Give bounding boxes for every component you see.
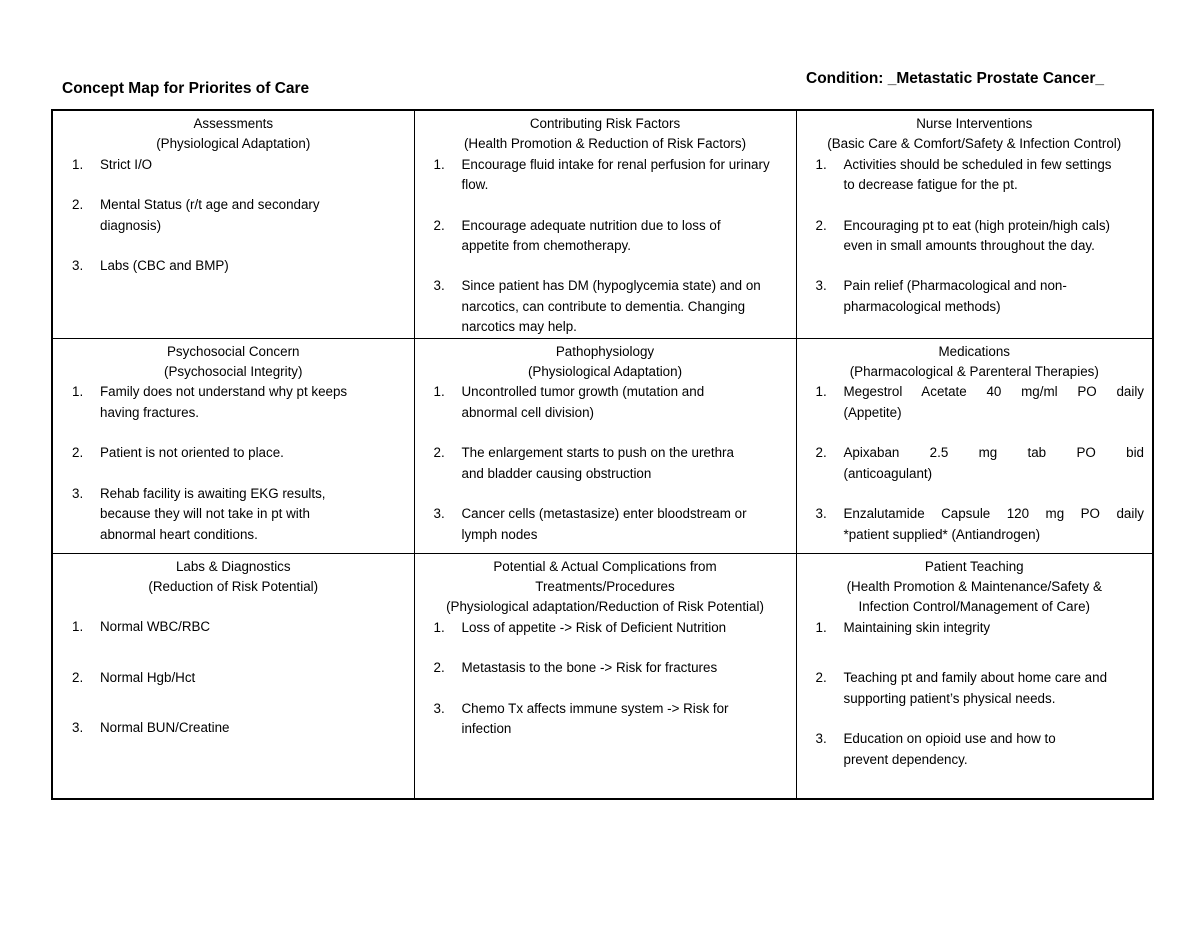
item-number: 3.: [72, 485, 84, 501]
cell-title: Patient Teaching: [924, 558, 1024, 574]
item-number: 1.: [815, 156, 827, 172]
cell-title: Assessments: [193, 116, 274, 131]
list-item: [61, 155, 406, 175]
item-list: [805, 618, 1145, 770]
item-text: Pain relief (Pharmacological and non-pharmacological methods): [843, 278, 1067, 314]
cell-title: Nurse Interventions: [916, 116, 1033, 131]
item-number: 2.: [815, 217, 827, 233]
labs-cell: [52, 553, 414, 799]
cell-subtitle: (Physiological Adaptation): [527, 364, 683, 380]
item-text: Loss of appetite -> Risk of Deficient Nutrition: [461, 619, 727, 635]
cell-title: Medications: [938, 343, 1010, 359]
list-item: [61, 256, 406, 276]
item-number: 2.: [72, 197, 84, 213]
cell-subtitle-continued: Infection Control/Management of Care): [858, 599, 1090, 615]
list-item: [423, 504, 788, 545]
cell-title: Labs & Diagnostics: [175, 558, 291, 574]
med-purpose: *patient supplied* (Antiandrogen): [843, 526, 1041, 542]
list-item: [423, 443, 788, 484]
cell-subtitle: (Pharmacological & Parenteral Therapies): [849, 364, 1099, 380]
item-list: [61, 617, 406, 738]
med-purpose: (Appetite): [843, 404, 902, 420]
list-item: [423, 618, 788, 638]
condition-label: Condition: _Metastatic Prostate Cancer_: [806, 70, 1105, 87]
list-item: [805, 216, 1145, 257]
item-number: 3.: [72, 720, 84, 736]
med-purpose: (anticoagulant): [843, 465, 933, 481]
cell-subtitle: (Health Promotion & Reduction of Risk Factors): [463, 136, 747, 152]
item-number: 3.: [433, 506, 445, 522]
item-text: Metastasis to the bone -> Risk for fractures: [461, 660, 718, 676]
list-item: [61, 443, 406, 463]
cell-subtitle: (Reduction of Risk Potential): [148, 579, 319, 595]
psychosocial-cell: [52, 338, 414, 553]
assessments-cell: [52, 110, 414, 338]
cell-title: Potential & Actual Complications from: [493, 558, 717, 574]
page-title: Concept Map for Priorites of Care: [62, 80, 310, 97]
list-item: [61, 718, 406, 738]
item-number: 2.: [815, 670, 827, 686]
item-text: Normal BUN/Creatine: [100, 720, 230, 736]
item-number: 1.: [72, 156, 84, 172]
item-text: Maintaining skin integrity: [843, 619, 991, 635]
item-number: 3.: [815, 278, 827, 294]
list-item: [805, 382, 1145, 423]
item-text: Encourage fluid intake for renal perfusion for urinary flow.: [461, 156, 770, 193]
item-text: Rehab facility is awaiting EKG results, because they will not take in pt with abnormal heart conditions.: [100, 485, 326, 542]
item-text: Cancer cells (metastasize) enter bloodstream or lymph nodes: [461, 506, 747, 542]
list-item: [423, 382, 788, 423]
item-list: [423, 618, 788, 740]
list-item: [423, 658, 788, 678]
cell-subtitle: (Physiological Adaptation): [156, 136, 311, 152]
list-item: [805, 504, 1145, 545]
list-item: [805, 276, 1145, 317]
list-item: [805, 618, 1145, 638]
item-text: Patient is not oriented to place.: [100, 445, 284, 461]
med-dose: Enzalutamide Capsule 120 mg PO daily: [843, 506, 1144, 522]
item-number: 1.: [815, 384, 827, 400]
nurse-interventions-cell: [796, 110, 1153, 338]
item-text: Normal WBC/RBC: [100, 619, 211, 635]
list-item: [805, 668, 1145, 709]
pathophysiology-cell: [414, 338, 796, 553]
item-text: Mental Status (r/t age and secondary diagnosis): [100, 197, 320, 233]
item-list: [61, 155, 406, 277]
table-row: [52, 553, 1153, 799]
item-text: Labs (CBC and BMP): [100, 258, 229, 274]
item-number: 2.: [433, 217, 445, 233]
item-number: 2.: [72, 445, 84, 461]
item-text: The enlargement starts to push on the urethra and bladder causing obstruction: [461, 445, 734, 481]
item-number: 3.: [815, 506, 827, 522]
cell-subtitle: (Health Promotion & Maintenance/Safety &: [846, 579, 1102, 595]
list-item: [61, 668, 406, 688]
item-text: Normal Hgb/Hct: [100, 669, 196, 685]
list-item: [61, 484, 406, 545]
table-row: [52, 338, 1153, 553]
item-text: Chemo Tx affects immune system -> Risk for infection: [461, 700, 729, 737]
concept-map-table: [51, 109, 1154, 800]
list-item: [61, 382, 406, 423]
item-list: [805, 382, 1145, 544]
item-number: 2.: [433, 445, 445, 461]
item-number: 3.: [433, 700, 445, 716]
patient-teaching-cell: [796, 553, 1153, 799]
item-number: 2.: [433, 660, 445, 676]
cell-subtitle: (Basic Care & Comfort/Safety & Infection Control): [827, 136, 1122, 152]
list-item: [423, 699, 788, 740]
cell-title: Contributing Risk Factors: [529, 116, 681, 131]
cell-subtitle: (Psychosocial Integrity): [164, 364, 303, 380]
cell-subtitle: (Physiological adaptation/Reduction of Risk Potential): [446, 599, 764, 615]
item-list: [423, 155, 788, 338]
item-text: Encourage adequate nutrition due to loss of appetite from chemotherapy.: [461, 217, 721, 254]
item-text: Family does not understand why pt keeps having fractures.: [100, 384, 348, 420]
table-row: [52, 110, 1153, 338]
complications-cell: [414, 553, 796, 799]
item-list: [805, 155, 1145, 317]
item-number: 1.: [433, 156, 445, 172]
medications-cell: [796, 338, 1153, 553]
item-text: Uncontrolled tumor growth (mutation and abnormal cell division): [461, 384, 705, 420]
item-text: Strict I/O: [100, 156, 153, 172]
item-list: [61, 382, 406, 544]
cell-title: Psychosocial Concern: [167, 343, 300, 359]
item-number: 2.: [815, 445, 827, 461]
list-item: [61, 617, 406, 637]
list-item: [805, 443, 1145, 484]
list-item: [805, 729, 1145, 770]
cell-title: Pathophysiology: [555, 343, 655, 359]
item-text: Activities should be scheduled in few settings to decrease fatigue for the pt.: [843, 156, 1112, 193]
list-item: [423, 216, 788, 257]
item-number: 3.: [433, 278, 445, 294]
item-number: 2.: [72, 669, 84, 685]
item-number: 1.: [433, 619, 445, 635]
item-number: 3.: [815, 731, 827, 747]
med-dose: Apixaban 2.5 mg tab PO bid: [843, 445, 1144, 461]
med-dose: Megestrol Acetate 40 mg/ml PO daily: [843, 384, 1144, 400]
item-text: Since patient has DM (hypoglycemia state) and on narcotics, can contribute to dementia. Changing narcotics may help.: [461, 278, 761, 335]
item-number: 1.: [72, 384, 84, 400]
list-item: [423, 276, 788, 337]
item-number: 1.: [72, 619, 84, 635]
list-item: [423, 155, 788, 196]
risk-factors-cell: [414, 110, 796, 338]
item-number: 1.: [433, 384, 445, 400]
list-item: [805, 155, 1145, 196]
item-text: Education on opioid use and how to prevent dependency.: [843, 731, 1056, 767]
item-list: [423, 382, 788, 544]
cell-title-continued: Treatments/Procedures: [535, 579, 675, 595]
list-item: [61, 195, 406, 236]
item-number: 1.: [815, 619, 827, 635]
item-number: 3.: [72, 258, 84, 274]
item-text: Teaching pt and family about home care and supporting patient’s physical needs.: [843, 670, 1108, 706]
item-text: Encouraging pt to eat (high protein/high cals) even in small amounts throughout the day.: [843, 217, 1110, 254]
